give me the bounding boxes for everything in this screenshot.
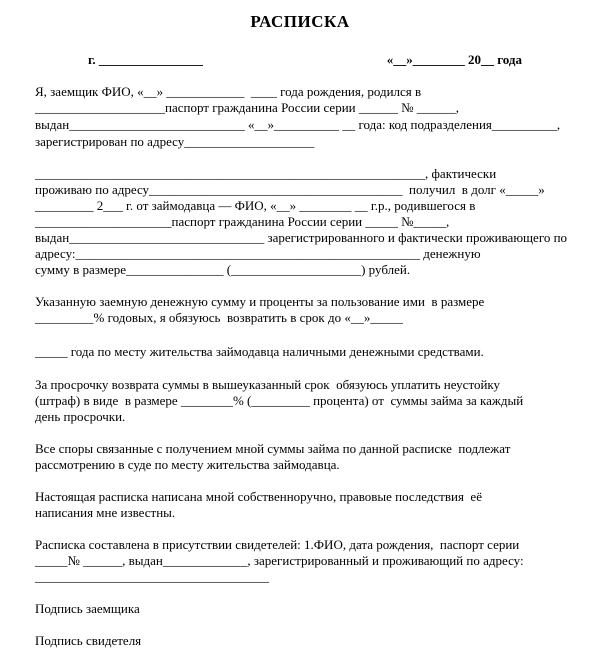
paragraph-lender-line: выдан______________________________ зарегистрированного и фактически проживающего по: [35, 230, 568, 245]
paragraph-lender-line: адресу:_____________________________________________________ денежную: [35, 246, 481, 261]
paragraph-lender-line: сумму в размере_______________ (____________________) рублей.: [35, 262, 411, 277]
paragraph-witnesses-line: ____________________________________: [35, 569, 269, 584]
borrower-signature-label: Подпись заемщика: [35, 601, 140, 616]
paragraph-penalty-line: (штраф) в виде в размере ________% (_________ процента) от суммы займа за каждый: [35, 393, 524, 408]
paragraph-disputes-line: Все споры связанные с получением мной суммы займа по данной расписке подлежат: [35, 441, 511, 456]
paragraph-borrower-line: выдан___________________________ «__»__________ __ года: код подразделения__________,: [35, 117, 561, 132]
paragraph-repayment-place: _____ года по месту жительства займодавца наличными денежными средствами.: [35, 344, 484, 359]
paragraph-lender-line: проживаю по адресу_______________________________________ получил в долг «_____»: [35, 182, 545, 197]
paragraph-handwritten-line: Настоящая расписка написана мной собственноручно, правовые последствия её: [35, 489, 482, 504]
witness-signature-label: Подпись свидетеля: [35, 633, 142, 648]
paragraph-penalty-line: За просрочку возврата суммы в вышеуказанный срок обязуюсь уплатить неустойку: [35, 377, 501, 392]
paragraph-disputes-line: рассмотрению в суде по месту жительства займодавца.: [35, 457, 340, 472]
paragraph-witnesses-line: _____№ ______, выдан_____________, зарегистрированный и проживающий по адресу:: [35, 553, 524, 568]
paragraph-penalty-line: день просрочки.: [35, 409, 126, 424]
paragraph-borrower-line: зарегистрирован по адресу____________________: [35, 134, 315, 149]
paragraph-interest-line: Указанную заемную денежную сумму и проценты за пользование ими в размере: [35, 294, 485, 309]
paragraph-interest-line: _________% годовых, я обязуюсь возвратить в срок до «__»_____: [35, 310, 403, 325]
paragraph-handwritten-line: написания мне известны.: [35, 505, 176, 520]
paragraph-lender-line: _____________________паспорт гражданина России серии _____ №_____,: [35, 214, 450, 229]
paragraph-lender-line: ____________________________________________________________, фактически: [35, 166, 497, 181]
document-title: РАСПИСКА: [250, 12, 350, 31]
paragraph-borrower-line: ____________________паспорт гражданина России серии ______ № ______,: [35, 100, 460, 115]
paragraph-witnesses-line: Расписка составлена в присутствии свидетелей: 1.ФИО, дата рождения, паспорт серии: [35, 537, 520, 552]
city-line: г. ________________: [88, 52, 203, 67]
paragraph-borrower-line: Я, заемщик ФИО, «__» ____________ ____ года рождения, родился в: [35, 84, 422, 99]
paragraph-lender-line: _________ 2___ г. от займодавца — ФИО, «__» ________ __ г.р., родившегося в: [35, 198, 476, 213]
date-line: «__»________ 20__ года: [386, 52, 522, 67]
